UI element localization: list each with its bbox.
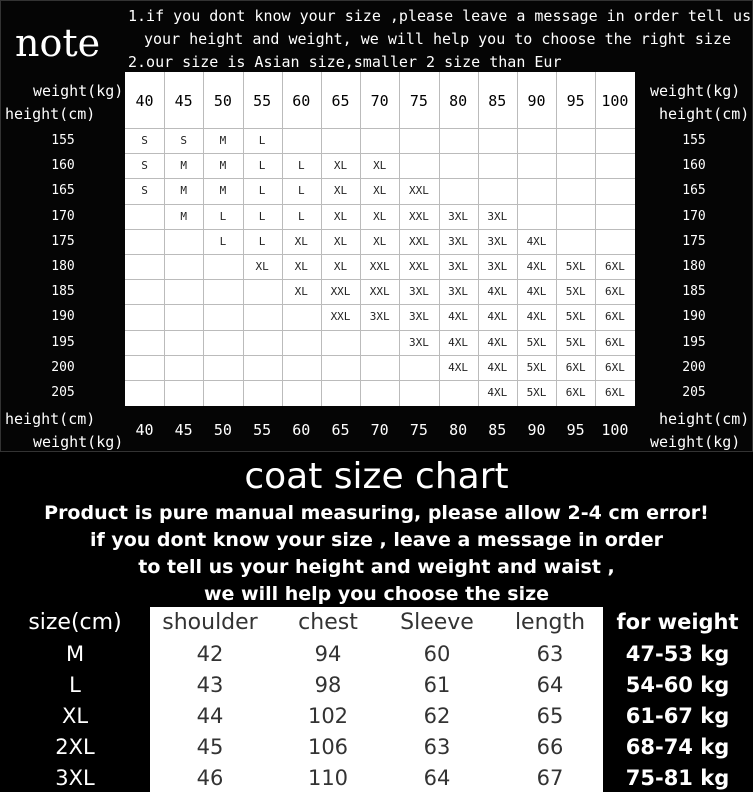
measurement-cell: 45 (196, 735, 224, 759)
measurement-cell: 102 (307, 704, 349, 728)
measurement-cell: 67 (536, 766, 564, 790)
size-cell: M (180, 184, 187, 198)
weight-header-cell: 85 (488, 92, 507, 110)
size-cell: 4XL (448, 310, 469, 324)
size-cell: XL (294, 285, 308, 299)
size-cell: L (258, 184, 266, 198)
left-height-value: 170 (51, 208, 75, 224)
note-line-1: 1.if you dont know your size ,please leave a message in order tell us (128, 7, 752, 25)
measurement-cell: 54-60 kg (625, 673, 730, 697)
measurement-cell: 2XL (55, 735, 95, 759)
measurement-cell: 43 (196, 673, 224, 697)
size-cell: XL (333, 234, 348, 248)
left-height-value: 205 (51, 385, 75, 400)
bottom-right-height-label: height(cm) (659, 410, 750, 428)
left-weight-label: weight(kg) (33, 82, 124, 100)
measurement-cell: 94 (314, 642, 342, 666)
left-height-value: 165 (51, 183, 75, 199)
coat-chart-title: coat size chart (244, 456, 509, 497)
info-line-4: we will help you choose the size (203, 583, 550, 605)
measurement-cell: 68-74 kg (625, 735, 730, 759)
left-height-value: 185 (51, 284, 75, 300)
size-cell: 4XL (487, 285, 508, 299)
right-height-value: 155 (682, 133, 706, 148)
size-cell: M (219, 184, 227, 198)
size-cell: XL (333, 260, 348, 273)
size-cell: M (180, 209, 187, 223)
measurement-cell: L (69, 673, 81, 697)
bottom-weight-value: 50 (213, 421, 232, 439)
size-cell: M (219, 134, 227, 147)
size-cell: S (141, 134, 148, 147)
size-cell: 5XL (565, 310, 586, 324)
left-height-label: height(cm) (5, 105, 96, 123)
size-cell: 3XL (448, 260, 469, 273)
measurement-cell: 44 (196, 704, 224, 728)
size-cell: 6XL (604, 285, 625, 299)
right-height-value: 200 (682, 359, 706, 375)
height-weight-size-grid (125, 72, 635, 406)
coat-size-section (0, 452, 753, 792)
weight-header-cell: 60 (292, 92, 311, 110)
measurement-cell: M (65, 642, 85, 666)
size-cell: 6XL (565, 360, 586, 374)
size-cell: XL (373, 234, 387, 248)
note-line-2: your height and weight, we will help you to choose the right size (144, 30, 731, 48)
size-cell: M (219, 159, 227, 173)
size-cell: 3XL (369, 310, 390, 324)
size-cell: 6XL (604, 335, 625, 349)
column-header: length (514, 610, 586, 635)
size-cell: 3XL (448, 285, 469, 299)
size-cell: XL (373, 184, 387, 198)
measurement-cell: 66 (536, 735, 564, 759)
measurement-cell: 61-67 kg (625, 704, 730, 728)
size-cell: XXL (330, 310, 351, 324)
bottom-weight-value: 85 (488, 421, 507, 439)
size-cell: L (258, 234, 266, 248)
right-height-value: 175 (682, 233, 706, 249)
size-cell: 3XL (487, 209, 508, 223)
size-cell: 3XL (448, 209, 469, 223)
right-height-value: 180 (682, 259, 706, 274)
bottom-weight-value: 100 (601, 421, 629, 439)
bottom-weight-value: 95 (566, 421, 585, 439)
info-line-2: if you dont know your size , leave a message in order (89, 529, 664, 551)
size-cell: XXL (369, 260, 390, 273)
measurement-cell: 46 (196, 766, 224, 790)
size-cell: XL (333, 209, 348, 223)
size-cell: XL (294, 234, 308, 248)
measurement-cell: 63 (536, 642, 564, 666)
note-title: note (15, 21, 101, 65)
left-height-value: 175 (51, 233, 75, 249)
bottom-weight-value: 90 (527, 421, 546, 439)
bottom-weight-value: 60 (292, 421, 311, 439)
grid-column-line (164, 72, 165, 406)
left-height-value: 195 (51, 334, 75, 350)
right-weight-label: weight(kg) (650, 82, 741, 100)
bottom-weight-value: 40 (135, 421, 154, 439)
measurement-cell: 42 (196, 642, 224, 666)
size-cell: 4XL (487, 310, 508, 324)
column-header: size(cm) (28, 610, 122, 635)
size-cell: L (258, 159, 266, 173)
left-height-value: 160 (51, 158, 75, 174)
bottom-weight-value: 65 (331, 421, 350, 439)
bottom-left-weight-label: weight(kg) (33, 433, 124, 451)
size-cell: XL (255, 260, 269, 273)
note-line-3: 2.our size is Asian size,smaller 2 size than Eur (128, 53, 562, 71)
size-cell: L (258, 134, 266, 147)
right-height-value: 185 (682, 284, 706, 300)
left-height-value: 180 (51, 259, 75, 274)
size-cell: 6XL (604, 386, 625, 399)
weight-header-cell: 70 (370, 92, 389, 110)
weight-header-cell: 95 (566, 92, 585, 110)
bottom-left-height-label: height(cm) (5, 410, 96, 428)
size-cell: XXL (408, 184, 429, 198)
size-cell: M (180, 159, 187, 173)
left-height-value: 200 (51, 359, 75, 375)
size-cell: 5XL (565, 285, 586, 299)
right-height-label: height(cm) (659, 105, 750, 123)
size-cell: XXL (330, 285, 351, 299)
measurement-cell: 106 (307, 735, 349, 759)
size-cell: XL (373, 209, 387, 223)
column-header: chest (298, 610, 358, 635)
size-cell: 3XL (408, 285, 429, 299)
size-cell: 4XL (526, 260, 547, 273)
size-cell: S (180, 134, 187, 147)
measurement-cell: 64 (423, 766, 451, 790)
right-height-value: 165 (682, 183, 706, 199)
right-height-value: 195 (682, 334, 706, 350)
measurement-cell: 64 (536, 673, 564, 697)
measurement-cell: 75-81 kg (625, 766, 730, 790)
size-cell: XXL (408, 260, 429, 273)
measurement-cell: 65 (536, 704, 564, 728)
size-cell: L (258, 209, 266, 223)
size-cell: 4XL (487, 335, 508, 349)
size-cell: 6XL (604, 360, 625, 374)
measurement-cell: 3XL (55, 766, 95, 790)
info-line-1: Product is pure manual measuring, please allow 2-4 cm error! (44, 502, 709, 524)
size-cell: 6XL (604, 310, 625, 324)
bottom-weight-value: 45 (174, 421, 193, 439)
size-cell: 5XL (526, 360, 547, 374)
weight-header-cell: 90 (527, 92, 546, 110)
size-cell: XXL (369, 285, 390, 299)
size-cell: 3XL (408, 335, 429, 349)
measurement-cell: 110 (307, 766, 349, 790)
size-cell: 4XL (526, 234, 547, 248)
size-cell: 4XL (526, 285, 547, 299)
size-cell: 4XL (487, 360, 508, 374)
left-height-value: 190 (51, 309, 75, 325)
size-cell: L (219, 209, 227, 223)
size-cell: 5XL (526, 335, 547, 349)
weight-header-cell: 45 (174, 92, 193, 110)
weight-header-cell: 50 (213, 92, 232, 110)
right-height-value: 205 (682, 385, 706, 400)
size-cell: L (297, 184, 305, 198)
size-cell: 6XL (565, 386, 586, 399)
size-cell: S (141, 159, 148, 173)
bottom-weight-value: 80 (449, 421, 468, 439)
size-cell: XL (373, 159, 387, 173)
size-cell: 6XL (604, 260, 625, 273)
weight-header-cell: 80 (449, 92, 468, 110)
size-cell: S (141, 184, 148, 198)
measurement-cell: XL (61, 704, 89, 728)
right-height-value: 190 (682, 309, 706, 325)
size-cell: L (297, 159, 305, 173)
size-cell: 4XL (448, 360, 469, 374)
size-cell: 4XL (526, 310, 547, 324)
size-cell: L (219, 234, 227, 248)
bottom-weight-value: 70 (370, 421, 389, 439)
size-cell: 4XL (487, 386, 508, 399)
measurement-cell: 61 (423, 673, 451, 697)
right-height-value: 170 (682, 208, 706, 224)
bottom-weight-value: 75 (409, 421, 428, 439)
info-line-3: to tell us your height and weight and waist , (138, 556, 615, 578)
size-cell: XL (333, 159, 348, 173)
weight-header-cell: 65 (331, 92, 350, 110)
weight-header-cell: 100 (601, 92, 629, 110)
size-cell: 4XL (448, 335, 469, 349)
column-header: for weight (616, 610, 739, 634)
size-cell: 3XL (408, 310, 429, 324)
measurement-cell: 60 (423, 642, 451, 666)
bottom-right-weight-label: weight(kg) (650, 433, 741, 451)
weight-header-cell: 75 (409, 92, 428, 110)
weight-header-cell: 55 (253, 92, 272, 110)
measurement-cell: 47-53 kg (625, 642, 730, 666)
column-header: Sleeve (400, 610, 474, 635)
measurement-cell: 63 (423, 735, 451, 759)
measurement-cell: 62 (423, 704, 451, 728)
size-cell: 5XL (565, 260, 586, 273)
size-cell: 3XL (487, 234, 508, 248)
left-height-value: 155 (51, 133, 75, 148)
size-cell: 3XL (487, 260, 508, 273)
size-cell: 3XL (448, 234, 469, 248)
size-cell: 5XL (526, 386, 547, 399)
weight-header-cell: 40 (135, 92, 154, 110)
measurement-cell: 98 (314, 673, 342, 697)
size-cell: 5XL (565, 335, 586, 349)
column-header: shoulder (162, 610, 258, 635)
size-cell: L (297, 209, 305, 223)
size-cell: XXL (408, 234, 429, 248)
size-cell: XL (333, 184, 348, 198)
size-cell: XXL (408, 209, 429, 223)
size-cell: XL (294, 260, 308, 273)
bottom-weight-value: 55 (253, 421, 272, 439)
right-height-value: 160 (682, 158, 706, 174)
